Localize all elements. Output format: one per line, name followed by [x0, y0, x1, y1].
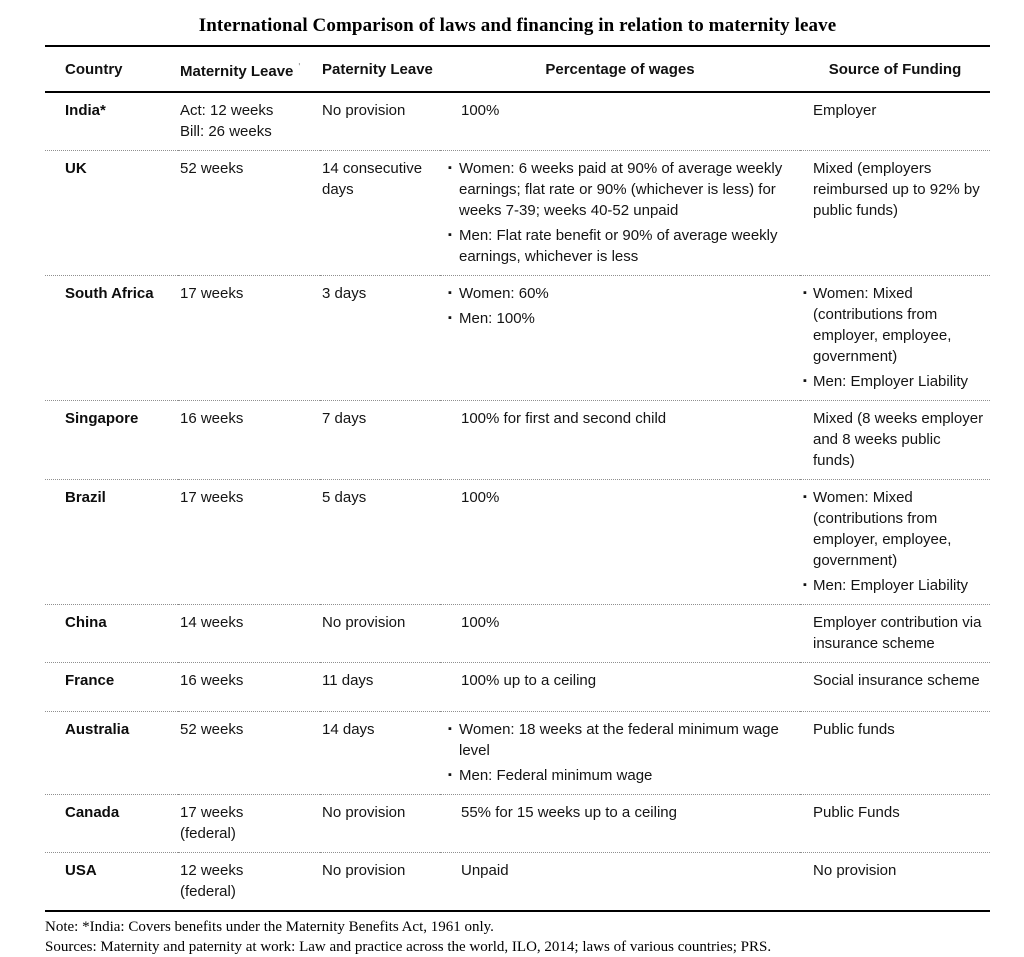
maternity-cell [178, 663, 320, 712]
country-cell: Canada [65, 804, 120, 821]
maternity-cell [178, 605, 320, 663]
table-row [45, 605, 990, 663]
bullet-item: ▪ Women: 60% [448, 283, 788, 304]
cell-line: 17 weeks [180, 489, 244, 506]
paternity-cell: No provision [322, 862, 406, 879]
table-row [45, 480, 990, 605]
table-row [45, 151, 990, 276]
cell-line: Mixed (employers reimbursed up to 92% by public funds) [813, 160, 980, 219]
cell-line: 100% [461, 102, 500, 119]
cell-line: Employer contribution via insurance scheme [813, 614, 982, 652]
cell-line: Unpaid [461, 862, 509, 879]
table-row [45, 795, 990, 853]
cell-line: (federal) [180, 825, 236, 842]
header-footnote-mark: ' [298, 61, 301, 73]
cell-line: 100% up to a ceiling [461, 672, 597, 689]
maternity-cell [178, 795, 320, 853]
table-row [45, 92, 990, 151]
country-cell: South Africa [65, 285, 154, 302]
paternity-cell: 14 consecutive days [322, 160, 423, 198]
bullet-item: ▪ Men: 100% [448, 308, 788, 329]
country-cell: India* [65, 102, 106, 119]
wages-cell [440, 663, 800, 712]
cell-line: Public funds [813, 721, 895, 738]
bullet-item: ▪ Women: 18 weeks at the federal minimum wage level [448, 719, 788, 761]
paternity-cell: No provision [322, 102, 406, 119]
table-row [45, 712, 990, 795]
maternity-cell [178, 853, 320, 912]
page-title: International Comparison of laws and financing in relation to maternity leave [198, 15, 837, 36]
maternity-cell [178, 92, 320, 151]
funding-cell [800, 151, 990, 276]
funding-cell [800, 480, 990, 605]
paternity-cell: 5 days [322, 489, 367, 506]
table-body [45, 92, 990, 911]
header-paternity-label: Paternity Leave [322, 60, 433, 78]
header-row [45, 46, 990, 92]
wages-cell [440, 795, 800, 853]
cell-line: No provision [813, 862, 897, 879]
funding-cell [800, 712, 990, 795]
wages-cell [440, 605, 800, 663]
comparison-table [45, 45, 990, 912]
wages-cell [440, 151, 800, 276]
bullet-list [801, 283, 986, 392]
funding-cell [800, 663, 990, 712]
maternity-cell [178, 401, 320, 480]
header-paternity-leave [320, 46, 440, 92]
header-funding-label: Source of Funding [828, 60, 962, 78]
funding-cell [800, 795, 990, 853]
cell-line: Bill: 26 weeks [180, 123, 272, 140]
country-cell: France [65, 672, 115, 689]
header-wages-label: Percentage of wages [545, 60, 695, 78]
document-page [0, 14, 1024, 957]
wages-cell [440, 853, 800, 912]
country-cell: Brazil [65, 489, 106, 506]
funding-cell [800, 92, 990, 151]
cell-line: 12 weeks [180, 862, 244, 879]
cell-line: Public Funds [813, 804, 900, 821]
paternity-cell: 7 days [322, 410, 367, 427]
wages-cell [440, 92, 800, 151]
cell-line: 55% for 15 weeks up to a ceiling [461, 804, 677, 821]
cell-line: 14 weeks [180, 614, 244, 631]
header-country [45, 46, 178, 92]
sources-line: Sources: Maternity and paternity at work: Law and practice across the world, ILO, 2014; laws of various countries; PRS. [45, 939, 772, 955]
table-header [45, 46, 990, 92]
cell-line: 17 weeks [180, 285, 244, 302]
note-line: Note: *India: Covers benefits under the Maternity Benefits Act, 1961 only. [45, 919, 494, 935]
paternity-cell: No provision [322, 614, 406, 631]
cell-line: 52 weeks [180, 160, 244, 177]
country-cell: China [65, 614, 107, 631]
wages-cell [440, 276, 800, 401]
country-cell: UK [65, 160, 87, 177]
bullet-list [441, 283, 788, 329]
wages-cell [440, 401, 800, 480]
bullet-item: ▪ Women: Mixed (contributions from employer, employee, government) [803, 283, 986, 367]
cell-line: 100% [461, 614, 500, 631]
funding-cell [800, 401, 990, 480]
cell-line: 100% [461, 489, 500, 506]
funding-cell [800, 853, 990, 912]
country-cell: Singapore [65, 410, 139, 427]
bullet-list [801, 487, 986, 596]
cell-line: Act: 12 weeks [180, 102, 274, 119]
maternity-cell [178, 151, 320, 276]
table-row [45, 853, 990, 912]
table-row [45, 401, 990, 480]
bullet-item: ▪ Men: Employer Liability [803, 575, 986, 596]
paternity-cell: 11 days [322, 672, 374, 689]
header-maternity-leave [178, 46, 320, 92]
cell-line: Mixed (8 weeks employer and 8 weeks public funds) [813, 410, 984, 469]
header-percentage-of-wages [440, 46, 800, 92]
bullet-item: ▪ Women: Mixed (contributions from employer, employee, government) [803, 487, 986, 571]
bullet-item: ▪ Men: Federal minimum wage [448, 765, 788, 786]
wages-cell [440, 480, 800, 605]
cell-line: 16 weeks [180, 672, 244, 689]
funding-cell [800, 276, 990, 401]
bullet-item: ▪ Men: Flat rate benefit or 90% of average weekly earnings, whichever is less [448, 225, 788, 267]
bullet-item: ▪ Women: 6 weeks paid at 90% of average weekly earnings; flat rate or 90% (whichever is less) for weeks 7-39; weeks 40-52 unpaid [448, 158, 788, 221]
cell-line: Social insurance scheme [813, 672, 980, 689]
wages-cell [440, 712, 800, 795]
maternity-cell [178, 480, 320, 605]
cell-line: 16 weeks [180, 410, 244, 427]
header-country-label: Country [65, 60, 123, 78]
paternity-cell: 14 days [322, 721, 375, 738]
header-maternity-label: Maternity Leave [180, 62, 294, 80]
paternity-cell: No provision [322, 804, 406, 821]
table-row [45, 663, 990, 712]
bullet-list [441, 158, 788, 267]
header-source-of-funding [800, 46, 990, 92]
bullet-list [441, 719, 788, 786]
maternity-cell [178, 276, 320, 401]
cell-line: 100% for first and second child [461, 410, 667, 427]
cell-line: 52 weeks [180, 721, 244, 738]
paternity-cell: 3 days [322, 285, 367, 302]
notes [45, 917, 990, 957]
cell-line: Employer [813, 102, 877, 119]
cell-line: 17 weeks [180, 804, 244, 821]
table-row [45, 276, 990, 401]
country-cell: Australia [65, 721, 130, 738]
cell-line: (federal) [180, 883, 236, 900]
country-cell: USA [65, 862, 97, 879]
maternity-cell [178, 712, 320, 795]
funding-cell [800, 605, 990, 663]
bullet-item: ▪ Men: Employer Liability [803, 371, 986, 392]
